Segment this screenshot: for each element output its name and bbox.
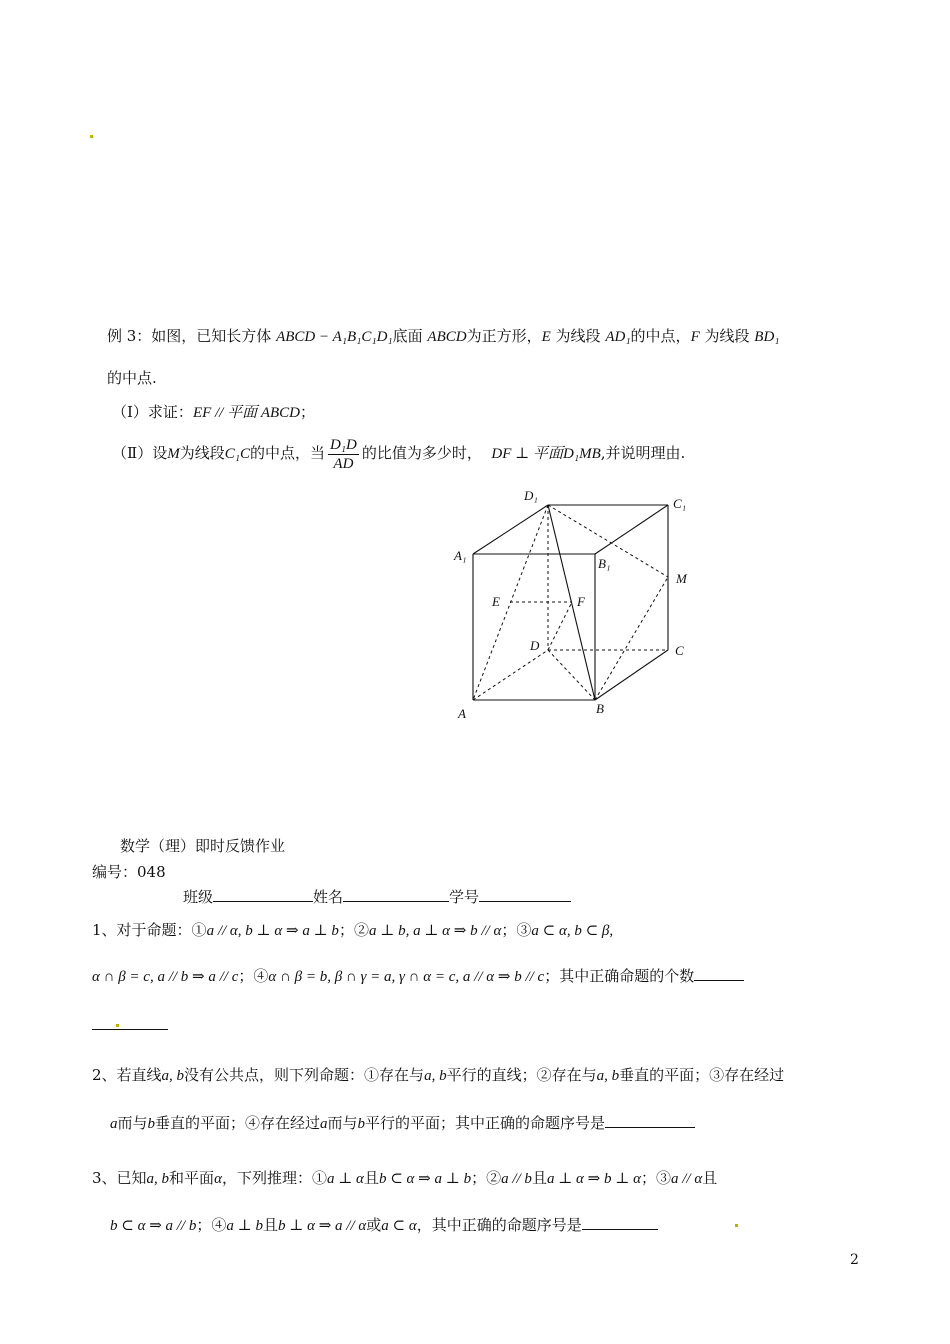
label-b: B xyxy=(596,701,604,716)
q1-line-3 xyxy=(92,1014,168,1035)
edge-ad xyxy=(473,650,548,700)
label-m: M xyxy=(676,571,687,586)
q1-answer-blank-cont[interactable] xyxy=(92,1014,168,1030)
q1-answer-blank[interactable] xyxy=(694,965,744,981)
label-b1: B₁ xyxy=(598,556,611,571)
segment-df xyxy=(548,602,572,650)
decor-dot xyxy=(735,1224,738,1227)
example-3-part-1: （Ⅰ）求证：EF // 平面 ABCD； xyxy=(112,403,316,421)
label-f: F xyxy=(577,594,585,609)
student-id-blank[interactable] xyxy=(479,886,571,902)
q2-line-2: a而与b垂直的平面；④存在经过a而与b平行的平面；其中正确的命题序号是 xyxy=(110,1112,695,1134)
q3-line-2: b ⊂ α ⇒ a // b；④a ⊥ b且b ⊥ α ⇒ a // α或a ⊂ α，其中正确的命题序号是 xyxy=(110,1214,658,1236)
label-c1: C₁ xyxy=(673,496,687,511)
label-d: D xyxy=(530,638,540,653)
name-blank[interactable] xyxy=(343,886,449,902)
homework-code: 编号：048 xyxy=(92,863,166,881)
q2-line-1: 2、若直线a, b没有公共点，则下列命题：①存在与a, b平行的直线；②存在与a, b垂直的平面；③存在经过 xyxy=(92,1066,785,1084)
homework-title: 数学（理）即时反馈作业 xyxy=(120,837,286,855)
cuboid-figure xyxy=(440,480,710,730)
example-3-part-2: （Ⅱ）设M为线段C₁C的中点，当 $\frac{\text{D₁D}}{AD}$ 的比值为多少时， DF ⊥ 平面D₁MB,并说明理由. xyxy=(112,436,686,472)
decor-dot xyxy=(90,135,93,138)
q2-answer-blank[interactable] xyxy=(605,1112,695,1128)
class-blank[interactable] xyxy=(213,886,313,902)
label-a: A xyxy=(458,706,466,721)
edge-a1d1 xyxy=(473,505,548,554)
segment-db xyxy=(548,650,595,700)
edge-bc xyxy=(595,650,668,700)
label-e: E xyxy=(492,594,500,609)
label-c: C xyxy=(675,643,684,658)
q3-line-1: 3、已知a, b和平面α，下列推理：①a ⊥ α且b ⊂ α ⇒ a ⊥ b；②a // b且a ⊥ α ⇒ b ⊥ α；③a // α且 xyxy=(92,1169,718,1187)
decor-dot xyxy=(116,1024,119,1027)
page-number: 2 xyxy=(850,1252,859,1268)
example-3-line-1: 例 3：如图，已知长方体 ABCD − A₁B₁C₁D₁底面 ABCD为正方形，E 为线段 AD₁的中点，F 为线段 BD₁ xyxy=(107,327,780,345)
q1-line-2: α ∩ β = c, a // b ⇒ a // c；④α ∩ β = b, β ∩ γ = a, γ ∩ α = c, a // α ⇒ b // c；其中正确命题的个数 xyxy=(92,965,744,987)
segment-mb xyxy=(595,577,668,700)
student-info-line: 班级 姓名 学号 xyxy=(183,886,571,907)
label-d1: D₁ xyxy=(524,488,538,503)
edge-b1c1 xyxy=(595,505,668,554)
ratio-fraction: $\frac{\text{D₁D}}{AD}$ xyxy=(329,436,357,472)
q1-line-1: 1、对于命题：①a // α, b ⊥ α ⇒ a ⊥ b；②a ⊥ b, a ⊥ α ⇒ b // α；③a ⊂ α, b ⊂ β, xyxy=(92,921,614,939)
label-a1: A₁ xyxy=(454,548,467,563)
q3-answer-blank[interactable] xyxy=(582,1214,658,1230)
example-3-line-2: 的中点. xyxy=(107,369,157,387)
